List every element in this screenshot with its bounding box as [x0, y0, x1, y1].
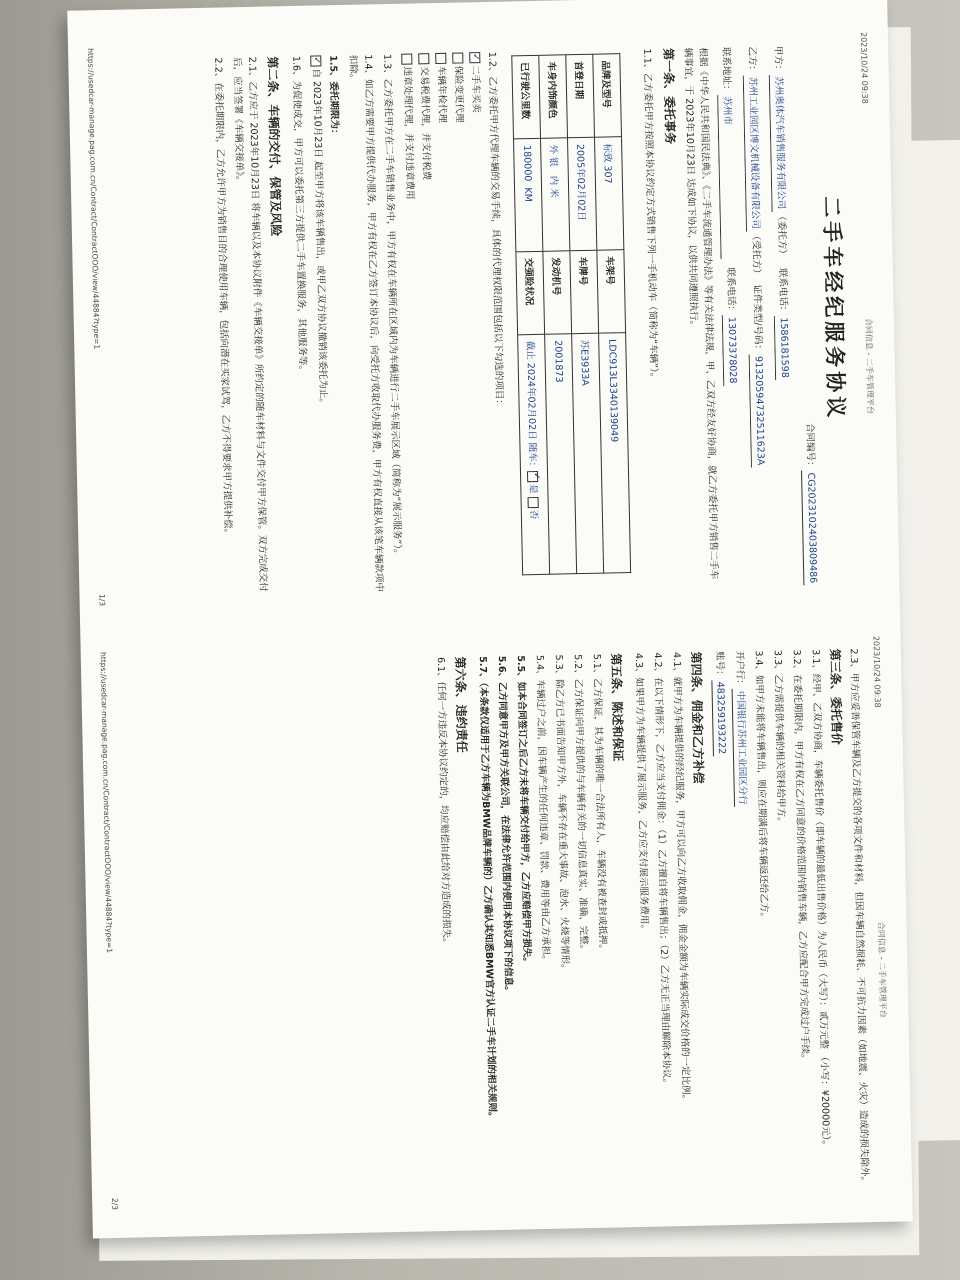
contract-number: 合同编号：CG2023102403809486: [792, 45, 821, 585]
header-date: 2023/10/24 09:38: [871, 635, 883, 708]
contract-sheet: [67, 0, 913, 1238]
section-1-title: 第一条、委托事务: [661, 47, 678, 145]
page-number: 1/3: [97, 593, 107, 607]
vehicle-table: [511, 53, 631, 575]
clause-1-5-title: 1.5、委托期限为：: [327, 55, 340, 139]
party-a-row: 甲方：苏州奥体汽车销售服务有限公司（委托方） 联系电话：1586181598: [768, 46, 797, 586]
section-5-title: 第五条、陈述和保证: [608, 653, 626, 762]
clause-5-3: 5.3、除乙方已书面告知甲方外，车辆不存在重大事故、泡水、火烧等情形。: [552, 654, 571, 974]
clause-2-2: 2.2、在委托期限内，乙方允许甲方为销售目的合理使用车辆，包括向潜在买家试驾，乙方不得要求甲方提供补偿。: [212, 57, 234, 539]
rotated-page: [67, 0, 913, 1238]
document-title: 二手车经纪服务协议: [819, 196, 848, 422]
option-d: 交易税费代理，并支付税费: [415, 53, 443, 593]
option-a: ✓二手车买卖: [466, 52, 494, 592]
page-1: [68, 8, 900, 625]
clause-3-4: 3.4、如甲方未能将车辆售出，则应在期满后将车辆返还给乙方。: [752, 650, 770, 923]
clause-5-4: 5.4、车辆过户之前，因车辆产生的任何违章、罚款、费用等由乙方承担。: [533, 654, 552, 965]
table-row: 已行驶公里数 180000 KM 交强险状况 截止 2024年02月02日 随车：✓是 否: [512, 55, 550, 574]
clause-3-3: 3.3、乙方需提供车辆的相关资料给甲方。: [771, 649, 787, 827]
clause-1-5: ✓自 2023年10月23日 起至甲方将该车辆售出，或甲乙双方协议撤销该委托为止。: [307, 55, 335, 595]
footer-url: https://usedcar-manage.pag.com.cn/Contract/ContractOOO/view/44884?type=1: [86, 48, 102, 350]
clause-3-1: 3.1、经甲、乙双方协商，车辆委托售价（即车辆的最低出售价格）为人民币（大写）：贰万元整 （小写：¥20000元）。: [809, 649, 832, 1151]
clause-4-1: 4.1、就甲方为车辆提供的经纪服务，甲方可以向乙方收取佣金，佣金金额为车辆实际成交价格的一定比例。: [670, 651, 692, 1105]
clause-6-1: 6.1、任何一方违反本协议约定的，均应赔偿由此给对方造成的损失。: [434, 656, 452, 948]
clause-4-3: 4.3、如果甲方为车辆提供了展示服务，乙方应支付展示服务费用。: [632, 652, 650, 935]
section-3-title: 第三条、委托售价: [827, 648, 844, 745]
clause-5-6: 5.6、乙方同意甲方及甲方关联公司，在法律允许范围内使用本协议项下的信息。: [495, 655, 514, 996]
option-c: 车辆年检代理: [432, 53, 460, 593]
section-6-title: 第六条、违约责任: [452, 656, 469, 753]
table-row: 品牌及型号 标致 307 车架号 LDC913L3340139049: [593, 54, 631, 573]
clause-5-2: 5.2、乙方保证向甲方提供的与车辆有关的一切信息真实、准确、完整。: [571, 654, 590, 955]
section-4-title: 第四条、佣金和乙方补偿: [688, 651, 706, 784]
clauses-1: [210, 52, 511, 598]
clause-1-6: 1.6、为促使成交，甲方可以委托第三方提供二手车置换服务，其他服务等。: [290, 55, 308, 376]
parties: [638, 46, 797, 589]
section-2-title: 第二条、车辆的交付、保管及风险: [265, 56, 284, 237]
option-e: 违章处理代理，并支付违章费用: [398, 53, 426, 593]
account-row: 账号：483259193222: [711, 651, 738, 1191]
clause-1-4: 1.4、如乙方需要甲方提供代办服务，甲方有权在乙方签订本协议后，向受托方收取代办服务费，甲方有权直接从该笔车辆款项中扣除。: [347, 54, 385, 593]
clause-1-1: 1.1、乙方委托甲方按照本协议约定方式销售下列一手机动车（简称为“车辆”）。: [641, 48, 660, 383]
page-2: [80, 611, 912, 1228]
page-number: 2/3: [110, 1197, 120, 1211]
clause-1-2: 1.2、乙方委托甲方代理车辆的交易手续，具体的代理权限范围包括以下勾选的项目：: [486, 51, 505, 409]
option-b: 保险变更代理: [449, 52, 477, 592]
clause-5-1: 5.1、乙方保证，其为车辆的唯一合法所有人，车辆没有被查封或抵押。: [590, 653, 609, 954]
table-row: 首登日期 2005年02月02日 车牌号 苏E3933A: [566, 54, 604, 573]
header-center: 合同信息 - 二手车管理平台: [863, 317, 875, 415]
clause-4-2: 4.2、在以下情形下，乙方应当支付佣金：（1）乙方擅自将车辆售出；（2）乙方无正当理由解除本协议。: [651, 652, 672, 1089]
clause-1-3: 1.3、乙方委托甲方在二手车销售业务中，甲方有权在车辆所在区域内为车辆进行二手车展示区域（简称为“展示服务”）。: [381, 53, 403, 559]
checkbox-yes: [527, 471, 538, 482]
table-row: 车身内饰颜色 外 银 内 米 发动机号 2001873: [539, 55, 577, 574]
checkbox-no: [528, 497, 539, 508]
basis-text: 根据《中华人民共和国民法典》、《二手车流通管理办法》等有关法律法规，甲、乙双方经友好协商，就乙方委托甲方销售二手车辆事宜，于 2023年10月23日 达成如下协议，以供共同遵照执行。: [682, 47, 720, 580]
header-center: 合同信息 - 二手车管理平台: [876, 921, 888, 1018]
clause-3-2: 3.2、在委托期限内，甲方有权在乙方同意的价格范围内销售车辆，乙方应配合甲方完成过户手续。: [790, 649, 811, 1064]
clause-5-5: 5.5、如本合同签订之后乙方未将车辆交付给甲方，乙方应赔偿甲方损失。: [514, 655, 533, 967]
page-2-body: [433, 648, 872, 1197]
options-list: [398, 52, 494, 594]
clause-5-7: 5.7、（本条款仅适用于乙方车辆为BMW品牌车辆的）乙方确认其知悉BMW官方认证二手车计划的相关规则。: [476, 656, 498, 1122]
bank-row: 开户行：中国银行苏州工业园区分行: [731, 651, 758, 1191]
clause-2-3: 2.3、甲方应妥善保管车辆及乙方提交的各项文件和材料，但因车辆自然损耗、不可抗力因素（如地震、火灾）造成的损失除外。: [847, 648, 871, 1187]
clause-2-1: 2.1、乙方应于 2023年10月23日 将车辆以及本协议附件《车辆交接单》所约定的随车材料与文件交付甲方保管。双方完成交付后，应当签署《车辆交接单》。: [231, 56, 269, 592]
header-date: 2023/10/24 09:38: [858, 31, 870, 104]
party-b-row: 乙方：苏州工业园区博文机械设备有限公司（受托方） 证件类型/号码：91320594732511623A: [742, 46, 771, 586]
footer-url: https://usedcar-manage.pag.com.cn/Contract/ContractOOO/view/44884?type=1: [98, 652, 114, 954]
address-row: 联系地址：苏州市 联系电话：13073378028: [716, 47, 745, 587]
